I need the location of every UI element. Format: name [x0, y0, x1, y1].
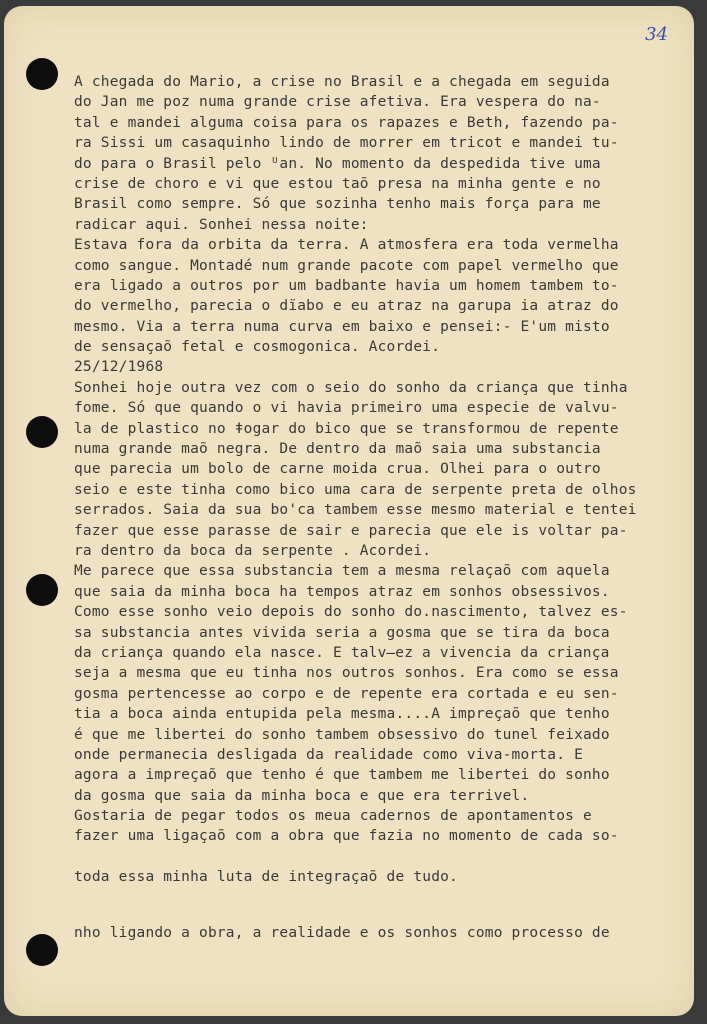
text-line: la de plastico no ǂogar do bico que se transformou de repente: [74, 420, 619, 437]
text-line: mesmo. Via a terra numa curva em baixo e pensei:- E'um misto: [74, 318, 610, 335]
text-line: do para o Brasil pelo ᵁan. No momento da despedida tive uma: [74, 155, 601, 172]
page-number: 34: [645, 24, 668, 45]
text-line: de sensaçaõ fetal e cosmogonica. Acordei.: [74, 339, 441, 356]
binder-hole: [26, 934, 58, 966]
text-line: onde permanecia desligada da realidade como viva-morta. E: [74, 746, 583, 763]
text-line: Sonhei hoje outra vez com o seio do sonho da criança que tinha: [74, 379, 628, 396]
text-line: sa substancia antes vivida seria a gosma que se tira da boca: [74, 624, 610, 641]
text-line: que saia da minha boca ha tempos atraz em sonhos obsessivos.: [74, 583, 610, 600]
text-line: Me parece que essa substancia tem a mesma relaçaõ com aquela: [74, 563, 610, 580]
text-line: do Jan me poz numa grande crise afetiva. Era vespera do na-: [74, 94, 601, 111]
text-line: crise de choro e vi que estou taõ presa na minha gente e no: [74, 175, 601, 192]
text-line: Gostaria de pegar todos os meua cadernos de apontamentos e: [74, 808, 592, 825]
text-line: Como esse sonho veio depois do sonho do.nascimento, talvez es-: [74, 604, 628, 621]
text-line: [74, 847, 694, 867]
binder-hole: [26, 416, 58, 448]
text-line: Brasil como sempre. Só que sozinha tenho mais força para me: [74, 196, 601, 213]
text-line: que parecia um bolo de carne moida crua. Olhei para o outro: [74, 461, 601, 478]
binder-hole: [26, 574, 58, 606]
text-line: tal e mandei alguma coisa para os rapazes e Beth, fazendo pa-: [74, 114, 619, 131]
text-line: era ligado a outros por um badbante havia um homem tambem to-: [74, 277, 619, 294]
text-line: fazer que esse parasse de sair e parecia que ele is voltar pa-: [74, 522, 628, 539]
text-line: seja a mesma que eu tinha nos outros sonhos. Era como se essa: [74, 665, 619, 682]
text-line: seio e este tinha como bico uma cara de serpente preta de olhos: [74, 481, 637, 498]
text-line: ra dentro da boca da serpente . Acordei.: [74, 542, 432, 559]
text-line: numa grande maõ negra. De dentro da maõ saia uma substancia: [74, 441, 601, 458]
notebook-page: [4, 6, 694, 1016]
text-line: fazer uma ligaçaõ com a obra que fazia no momento de cada so-: [74, 828, 619, 845]
text-line: do vermelho, parecia o dïabo e eu atraz na garupa ia atraz do: [74, 298, 619, 315]
text-line: como sangue. Montadé num grande pacote com papel vermelho que: [74, 257, 619, 274]
text-line: toda essa minha luta de integraçaõ de tudo.: [74, 869, 458, 886]
text-line: radicar aqui. Sonhei nessa noite:: [74, 216, 369, 233]
text-line: A chegada do Mario, a crise no Brasil e a chegada em seguida: [74, 74, 610, 90]
text-line: ra Sissi um casaquinho lindo de morrer em tricot e mandei tu-: [74, 135, 619, 152]
binder-hole: [26, 58, 58, 90]
text-line: tia a boca ainda entupida pela mesma....A impreçaõ que tenho: [74, 706, 610, 723]
text-line: da criança quando ela nasce. E talv̶ez a vivencia da criança: [74, 644, 610, 661]
text-line: é que me libertei do sonho tambem obsessivo do tunel feixado: [74, 726, 610, 743]
typewritten-text: [74, 72, 694, 888]
overstruck-text-line: nho ligando a obra, a realidade e os sonhos como processo de: [74, 925, 610, 941]
text-line: agora a impreçaõ que tenho é que tambem me libertei do sonho: [74, 767, 610, 784]
text-line: 25/12/1968: [74, 359, 164, 376]
text-line: serrados. Saia da sua bo'ca tambem esse mesmo material e tentei: [74, 502, 637, 519]
text-line: gosma pertencesse ao corpo e de repente era cortada e eu sen-: [74, 685, 619, 702]
text-line: da gosma que saia da minha boca e que era terrivel.: [74, 787, 530, 804]
text-line: fome. Só que quando o vi havia primeiro uma especie de valvu-: [74, 400, 619, 417]
text-line: Estava fora da orbita da terra. A atmosfera era toda vermelha: [74, 237, 619, 254]
